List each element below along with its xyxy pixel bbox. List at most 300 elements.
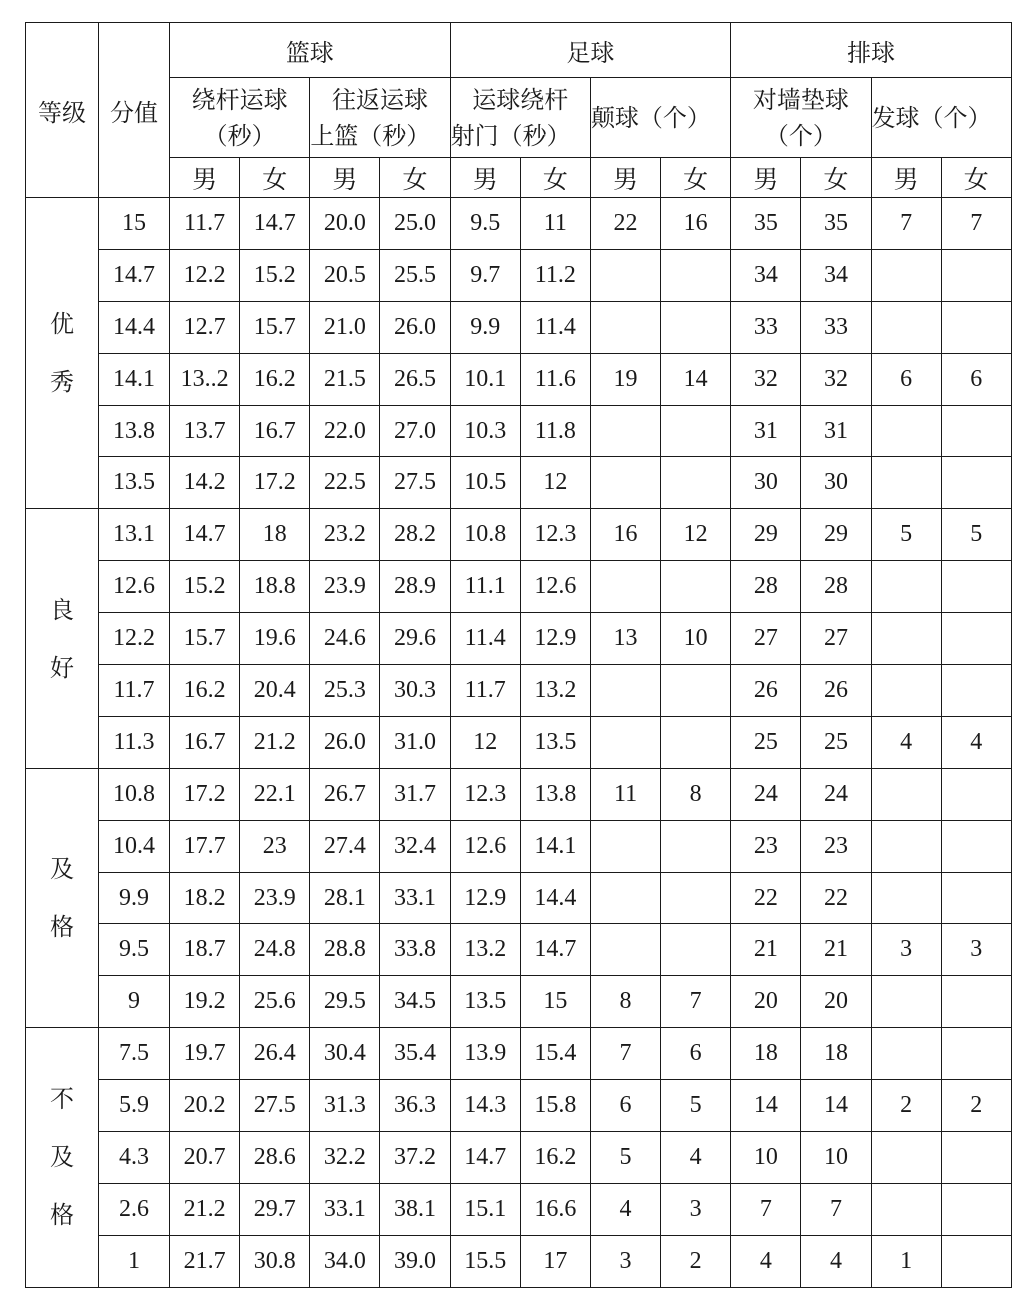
score-cell: 4.3 <box>99 1132 170 1184</box>
value-cell: 12.2 <box>170 249 240 301</box>
value-cell: 1 <box>871 1235 941 1287</box>
value-cell <box>941 249 1011 301</box>
value-cell: 3 <box>590 1235 660 1287</box>
value-cell: 11 <box>590 768 660 820</box>
value-cell: 3 <box>871 924 941 976</box>
value-cell: 27 <box>731 613 801 665</box>
gender-female-header: 女 <box>801 158 871 198</box>
value-cell: 20 <box>731 976 801 1028</box>
value-cell: 9.9 <box>450 301 520 353</box>
level-char: 优 <box>50 310 74 339</box>
level-char: 及 <box>50 855 74 884</box>
value-cell: 7 <box>661 976 731 1028</box>
value-cell: 17.2 <box>170 768 240 820</box>
level-char: 良 <box>50 595 74 624</box>
value-cell <box>941 768 1011 820</box>
table-row <box>26 405 1012 457</box>
level-cell <box>26 509 99 768</box>
value-cell: 27 <box>801 613 871 665</box>
value-cell: 15.7 <box>240 301 310 353</box>
value-cell <box>871 1028 941 1080</box>
test-item-unit: （个） <box>764 121 837 150</box>
value-cell: 27.5 <box>380 457 450 509</box>
value-cell <box>590 820 660 872</box>
value-cell <box>871 561 941 613</box>
value-cell: 9.5 <box>450 198 520 250</box>
value-cell: 26.5 <box>380 353 450 405</box>
value-cell: 30.3 <box>380 665 450 717</box>
header-row-sports <box>26 23 1012 78</box>
value-cell: 11.8 <box>520 405 590 457</box>
value-cell: 27.5 <box>240 1080 310 1132</box>
value-cell: 14.1 <box>520 820 590 872</box>
score-cell: 1 <box>99 1235 170 1287</box>
value-cell: 13..2 <box>170 353 240 405</box>
gender-female-header: 女 <box>240 158 310 198</box>
table-body <box>26 198 1012 1288</box>
level-header: 等级 <box>26 23 99 198</box>
value-cell <box>941 820 1011 872</box>
value-cell: 4 <box>731 1235 801 1287</box>
value-cell <box>661 665 731 717</box>
test-item-header <box>871 78 1011 158</box>
value-cell: 14.7 <box>170 509 240 561</box>
value-cell: 7 <box>871 198 941 250</box>
value-cell: 18 <box>731 1028 801 1080</box>
value-cell: 17 <box>520 1235 590 1287</box>
value-cell: 15.7 <box>170 613 240 665</box>
value-cell: 25 <box>731 716 801 768</box>
value-cell: 25.0 <box>380 198 450 250</box>
value-cell <box>661 405 731 457</box>
value-cell <box>871 872 941 924</box>
value-cell <box>871 249 941 301</box>
value-cell <box>871 1132 941 1184</box>
table-row <box>26 509 1012 561</box>
value-cell: 23.2 <box>310 509 380 561</box>
value-cell: 31.3 <box>310 1080 380 1132</box>
value-cell <box>941 1235 1011 1287</box>
value-cell: 7 <box>801 1183 871 1235</box>
table-row <box>26 249 1012 301</box>
value-cell <box>941 872 1011 924</box>
value-cell: 18.8 <box>240 561 310 613</box>
table-row <box>26 924 1012 976</box>
level-char: 格 <box>50 913 74 942</box>
level-cell <box>26 768 99 1027</box>
value-cell: 30.4 <box>310 1028 380 1080</box>
value-cell <box>941 613 1011 665</box>
value-cell: 15.2 <box>240 249 310 301</box>
value-cell: 19.7 <box>170 1028 240 1080</box>
value-cell <box>871 1183 941 1235</box>
value-cell: 15 <box>520 976 590 1028</box>
value-cell: 6 <box>661 1028 731 1080</box>
value-cell: 9.7 <box>450 249 520 301</box>
value-cell: 31 <box>801 405 871 457</box>
value-cell: 28.6 <box>240 1132 310 1184</box>
value-cell: 14.4 <box>520 872 590 924</box>
value-cell: 13.7 <box>170 405 240 457</box>
value-cell: 32 <box>801 353 871 405</box>
value-cell: 25.6 <box>240 976 310 1028</box>
value-cell: 12.3 <box>450 768 520 820</box>
score-cell: 15 <box>99 198 170 250</box>
value-cell: 30 <box>801 457 871 509</box>
value-cell: 29.5 <box>310 976 380 1028</box>
value-cell <box>661 561 731 613</box>
test-item-header <box>590 78 730 158</box>
test-item-header <box>310 78 450 158</box>
value-cell: 26.4 <box>240 1028 310 1080</box>
value-cell: 16.2 <box>240 353 310 405</box>
value-cell: 2 <box>661 1235 731 1287</box>
value-cell: 33 <box>801 301 871 353</box>
value-cell: 10.3 <box>450 405 520 457</box>
value-cell: 30 <box>731 457 801 509</box>
value-cell: 18.2 <box>170 872 240 924</box>
value-cell: 11.7 <box>170 198 240 250</box>
score-cell: 12.6 <box>99 561 170 613</box>
value-cell: 11.4 <box>520 301 590 353</box>
value-cell: 15.1 <box>450 1183 520 1235</box>
value-cell: 10.1 <box>450 353 520 405</box>
value-cell: 12.7 <box>170 301 240 353</box>
value-cell: 13 <box>590 613 660 665</box>
level-cell <box>26 198 99 509</box>
value-cell: 2 <box>941 1080 1011 1132</box>
table-row <box>26 561 1012 613</box>
value-cell: 33 <box>731 301 801 353</box>
value-cell: 28.1 <box>310 872 380 924</box>
value-cell: 6 <box>941 353 1011 405</box>
value-cell: 23 <box>240 820 310 872</box>
level-char: 不 <box>50 1085 74 1114</box>
value-cell: 25 <box>801 716 871 768</box>
value-cell: 15.2 <box>170 561 240 613</box>
value-cell <box>871 820 941 872</box>
value-cell: 34 <box>731 249 801 301</box>
value-cell: 27.4 <box>310 820 380 872</box>
value-cell: 7 <box>590 1028 660 1080</box>
value-cell: 12.9 <box>450 872 520 924</box>
value-cell: 31 <box>731 405 801 457</box>
value-cell: 38.1 <box>380 1183 450 1235</box>
value-cell: 28.8 <box>310 924 380 976</box>
value-cell: 26.7 <box>310 768 380 820</box>
value-cell: 32.4 <box>380 820 450 872</box>
value-cell: 13.5 <box>450 976 520 1028</box>
gender-female-header: 女 <box>941 158 1011 198</box>
table-row <box>26 301 1012 353</box>
value-cell: 28.9 <box>380 561 450 613</box>
value-cell: 35 <box>801 198 871 250</box>
value-cell <box>871 613 941 665</box>
value-cell: 21.2 <box>240 716 310 768</box>
value-cell <box>941 301 1011 353</box>
value-cell: 8 <box>590 976 660 1028</box>
table-row <box>26 976 1012 1028</box>
value-cell: 15.8 <box>520 1080 590 1132</box>
value-cell: 3 <box>661 1183 731 1235</box>
value-cell: 10.5 <box>450 457 520 509</box>
value-cell: 22.0 <box>310 405 380 457</box>
score-cell: 12.2 <box>99 613 170 665</box>
value-cell: 16.7 <box>170 716 240 768</box>
score-cell: 13.8 <box>99 405 170 457</box>
value-cell <box>871 301 941 353</box>
value-cell: 33.8 <box>380 924 450 976</box>
value-cell <box>941 561 1011 613</box>
header-row-gender <box>26 158 1012 198</box>
value-cell: 26.0 <box>310 716 380 768</box>
value-cell: 5 <box>871 509 941 561</box>
value-cell: 29 <box>801 509 871 561</box>
value-cell <box>871 665 941 717</box>
sport-header: 排球 <box>731 23 1012 78</box>
value-cell: 14.7 <box>240 198 310 250</box>
gender-male-header: 男 <box>310 158 380 198</box>
value-cell <box>941 457 1011 509</box>
value-cell: 32.2 <box>310 1132 380 1184</box>
sport-header: 篮球 <box>170 23 451 78</box>
value-cell: 17.7 <box>170 820 240 872</box>
value-cell: 14.7 <box>450 1132 520 1184</box>
value-cell: 19.2 <box>170 976 240 1028</box>
value-cell: 12.3 <box>520 509 590 561</box>
level-char: 及 <box>50 1143 74 1172</box>
value-cell: 19 <box>590 353 660 405</box>
test-item-unit: 上篮（秒） <box>310 121 431 150</box>
value-cell: 20.0 <box>310 198 380 250</box>
value-cell <box>661 820 731 872</box>
gender-female-header: 女 <box>661 158 731 198</box>
value-cell: 18 <box>240 509 310 561</box>
value-cell: 4 <box>661 1132 731 1184</box>
value-cell: 16.2 <box>170 665 240 717</box>
value-cell: 5 <box>590 1132 660 1184</box>
table-row <box>26 1028 1012 1080</box>
value-cell: 33.1 <box>310 1183 380 1235</box>
value-cell <box>661 301 731 353</box>
value-cell: 24.8 <box>240 924 310 976</box>
value-cell: 10 <box>731 1132 801 1184</box>
table-row <box>26 872 1012 924</box>
value-cell <box>590 872 660 924</box>
value-cell: 13.9 <box>450 1028 520 1080</box>
value-cell: 23 <box>801 820 871 872</box>
value-cell: 24 <box>731 768 801 820</box>
value-cell: 37.2 <box>380 1132 450 1184</box>
value-cell: 29 <box>731 509 801 561</box>
value-cell: 21.0 <box>310 301 380 353</box>
value-cell: 33.1 <box>380 872 450 924</box>
score-cell: 13.1 <box>99 509 170 561</box>
value-cell: 25.3 <box>310 665 380 717</box>
score-cell: 9.9 <box>99 872 170 924</box>
value-cell <box>871 405 941 457</box>
level-char: 秀 <box>50 368 74 397</box>
score-cell: 9.5 <box>99 924 170 976</box>
value-cell <box>661 716 731 768</box>
value-cell: 14.7 <box>520 924 590 976</box>
value-cell: 26 <box>801 665 871 717</box>
test-item-unit: （秒） <box>203 121 276 150</box>
score-cell: 10.8 <box>99 768 170 820</box>
sport-header: 足球 <box>450 23 731 78</box>
score-cell: 14.4 <box>99 301 170 353</box>
test-item-name: 发球（个） <box>871 103 992 132</box>
score-cell: 9 <box>99 976 170 1028</box>
value-cell: 23.9 <box>240 872 310 924</box>
table-row <box>26 1080 1012 1132</box>
test-item-name: 运球绕杆 <box>472 85 569 114</box>
value-cell: 12.6 <box>520 561 590 613</box>
table-row <box>26 716 1012 768</box>
table-row <box>26 613 1012 665</box>
table-row <box>26 1235 1012 1287</box>
value-cell <box>941 976 1011 1028</box>
value-cell: 29.6 <box>380 613 450 665</box>
value-cell: 34 <box>801 249 871 301</box>
value-cell: 22.5 <box>310 457 380 509</box>
value-cell: 28 <box>731 561 801 613</box>
value-cell: 19.6 <box>240 613 310 665</box>
test-item-header <box>450 78 590 158</box>
value-cell: 23 <box>731 820 801 872</box>
value-cell: 22.1 <box>240 768 310 820</box>
score-cell: 7.5 <box>99 1028 170 1080</box>
value-cell: 5 <box>661 1080 731 1132</box>
level-char: 好 <box>50 653 74 682</box>
value-cell: 20.5 <box>310 249 380 301</box>
value-cell: 39.0 <box>380 1235 450 1287</box>
value-cell: 12 <box>520 457 590 509</box>
value-cell: 34.0 <box>310 1235 380 1287</box>
value-cell <box>871 768 941 820</box>
value-cell: 6 <box>871 353 941 405</box>
value-cell <box>941 1028 1011 1080</box>
test-item-unit: 射门（秒） <box>450 121 571 150</box>
score-cell: 2.6 <box>99 1183 170 1235</box>
value-cell: 25.5 <box>380 249 450 301</box>
value-cell <box>590 924 660 976</box>
value-cell: 23.9 <box>310 561 380 613</box>
value-cell: 11.4 <box>450 613 520 665</box>
value-cell: 4 <box>801 1235 871 1287</box>
table-row <box>26 198 1012 250</box>
header-row-items <box>26 78 1012 158</box>
value-cell <box>941 1132 1011 1184</box>
value-cell: 11 <box>520 198 590 250</box>
value-cell: 12 <box>450 716 520 768</box>
value-cell <box>590 561 660 613</box>
value-cell: 15.5 <box>450 1235 520 1287</box>
value-cell <box>590 457 660 509</box>
value-cell <box>590 665 660 717</box>
level-char: 格 <box>50 1201 74 1230</box>
value-cell: 20 <box>801 976 871 1028</box>
value-cell: 18.7 <box>170 924 240 976</box>
score-cell: 13.5 <box>99 457 170 509</box>
score-cell: 14.7 <box>99 249 170 301</box>
value-cell: 10.8 <box>450 509 520 561</box>
value-cell: 30.8 <box>240 1235 310 1287</box>
table-header <box>26 23 1012 198</box>
value-cell: 21.2 <box>170 1183 240 1235</box>
value-cell <box>941 665 1011 717</box>
value-cell: 17.2 <box>240 457 310 509</box>
value-cell: 16 <box>590 509 660 561</box>
value-cell <box>590 716 660 768</box>
value-cell <box>661 457 731 509</box>
gender-male-header: 男 <box>450 158 520 198</box>
level-cell <box>26 1028 99 1287</box>
value-cell <box>941 405 1011 457</box>
value-cell: 20.7 <box>170 1132 240 1184</box>
value-cell: 31.0 <box>380 716 450 768</box>
value-cell: 16 <box>661 198 731 250</box>
value-cell: 35.4 <box>380 1028 450 1080</box>
table-row <box>26 457 1012 509</box>
value-cell: 14.3 <box>450 1080 520 1132</box>
value-cell: 24.6 <box>310 613 380 665</box>
value-cell: 4 <box>590 1183 660 1235</box>
value-cell: 13.5 <box>520 716 590 768</box>
value-cell <box>871 976 941 1028</box>
value-cell: 8 <box>661 768 731 820</box>
value-cell: 6 <box>590 1080 660 1132</box>
value-cell: 34.5 <box>380 976 450 1028</box>
table-row <box>26 1132 1012 1184</box>
value-cell: 21 <box>801 924 871 976</box>
value-cell: 10 <box>801 1132 871 1184</box>
value-cell <box>590 405 660 457</box>
value-cell: 22 <box>590 198 660 250</box>
value-cell: 16.2 <box>520 1132 590 1184</box>
gender-female-header: 女 <box>520 158 590 198</box>
value-cell <box>661 924 731 976</box>
value-cell: 12 <box>661 509 731 561</box>
value-cell: 21.5 <box>310 353 380 405</box>
score-header: 分值 <box>99 23 170 198</box>
value-cell: 26 <box>731 665 801 717</box>
value-cell: 7 <box>731 1183 801 1235</box>
value-cell <box>661 872 731 924</box>
value-cell: 21 <box>731 924 801 976</box>
value-cell: 13.2 <box>520 665 590 717</box>
table-row <box>26 820 1012 872</box>
table-row <box>26 768 1012 820</box>
value-cell: 24 <box>801 768 871 820</box>
score-cell: 11.3 <box>99 716 170 768</box>
value-cell: 28 <box>801 561 871 613</box>
value-cell: 14 <box>801 1080 871 1132</box>
value-cell: 21.7 <box>170 1235 240 1287</box>
value-cell: 32 <box>731 353 801 405</box>
value-cell: 35 <box>731 198 801 250</box>
gender-male-header: 男 <box>170 158 240 198</box>
gender-male-header: 男 <box>731 158 801 198</box>
value-cell: 16.6 <box>520 1183 590 1235</box>
value-cell: 13.8 <box>520 768 590 820</box>
value-cell <box>871 457 941 509</box>
value-cell: 28.2 <box>380 509 450 561</box>
table-row <box>26 1183 1012 1235</box>
test-item-name: 颠球（个） <box>590 103 711 132</box>
value-cell: 20.4 <box>240 665 310 717</box>
value-cell <box>590 249 660 301</box>
